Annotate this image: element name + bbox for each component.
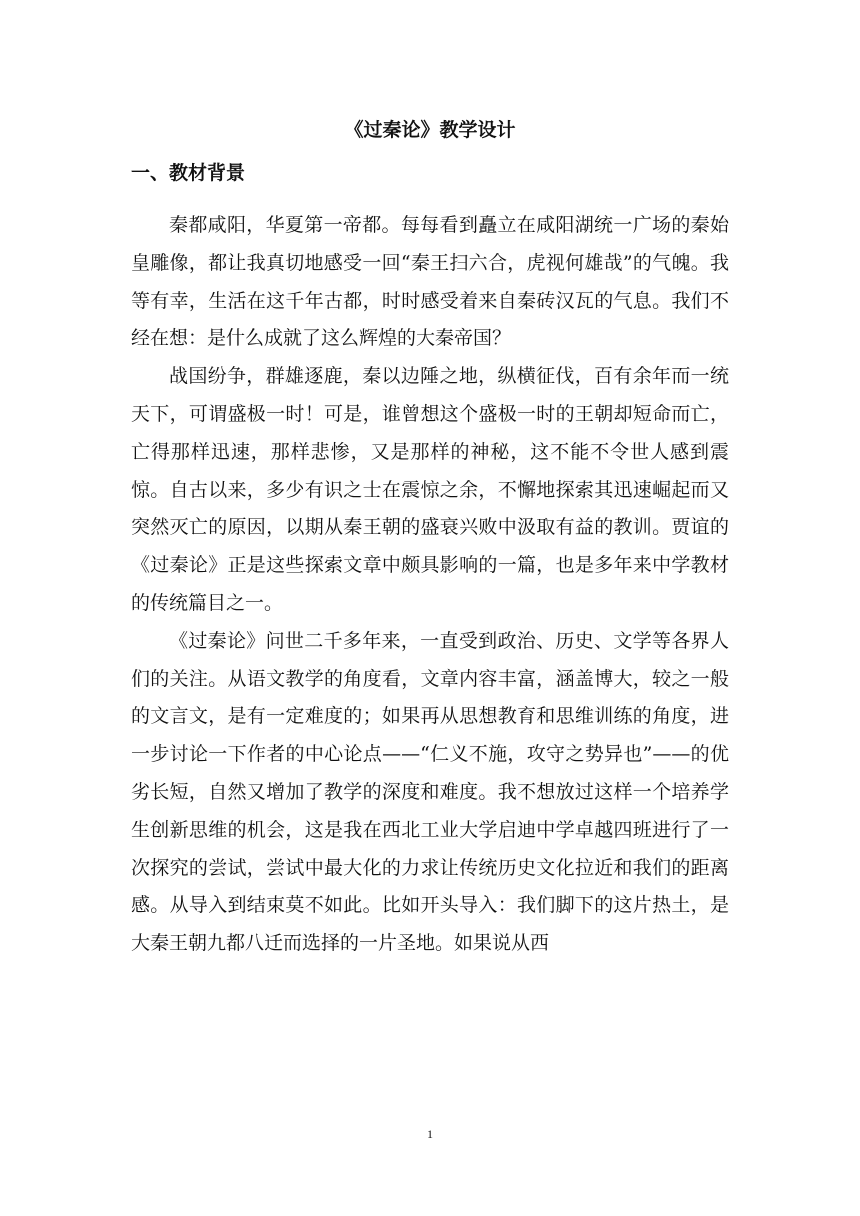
section-heading: 一、教材背景 [131,162,246,184]
paragraph-3: 《过秦论》问世二千多年来，一直受到政治、历史、文学等各界人们的关注。从语文教学的角度看，文章内容丰富，涵盖博大，较之一般的文言文，是有一定难度的；如果再从思想教育和思维训练的角度，进一步讨论一下作者的中心论点——“仁义不施，攻守之势异也”——的优劣长短，自然又增加了教学的深度和难度。我不想放过这样一个培养学生创新思维的机会，这是我在西北工业大学启迪中学卓越四班进行了一次探究的尝试，尝试中最大化的力求让传统历史文化拉近和我们的距离感。从导入到结束莫不如此。比如开头导入：我们脚下的这片热土，是大秦王朝九都八迁而选择的一片圣地。如果说从西 [131,629,729,955]
paragraph-1: 秦都咸阳，华夏第一帝都。每每看到矗立在咸阳湖统一广场的秦始皇雕像，都让我真切地感受一回“秦王扫六合，虎视何雄哉”的气魄。我等有幸，生活在这千年古都，时时感受着来自秦砖汉瓦的气息。我们不经在想：是什么成就了这么辉煌的大秦帝国？ [131,214,729,350]
paragraph-2: 战国纷争，群雄逐鹿，秦以边陲之地，纵横征伐，百有余年而一统天下，可谓盛极一时！可是，谁曾想这个盛极一时的王朝却短命而亡，亡得那样迅速，那样悲惨，又是那样的神秘，这不能不令世人感到震惊。自古以来，多少有识之士在震惊之余，不懈地探索其迅速崛起而又突然灭亡的原因，以期从秦王朝的盛衰兴败中汲取有益的教训。贾谊的《过秦论》正是这些探索文章中颇具影响的一篇，也是多年来中学教材的传统篇目之一。 [131,365,729,614]
document-body [131,207,729,963]
document-title: 《过秦论》教学设计 [344,119,516,141]
page-number: 1 [427,1127,433,1141]
